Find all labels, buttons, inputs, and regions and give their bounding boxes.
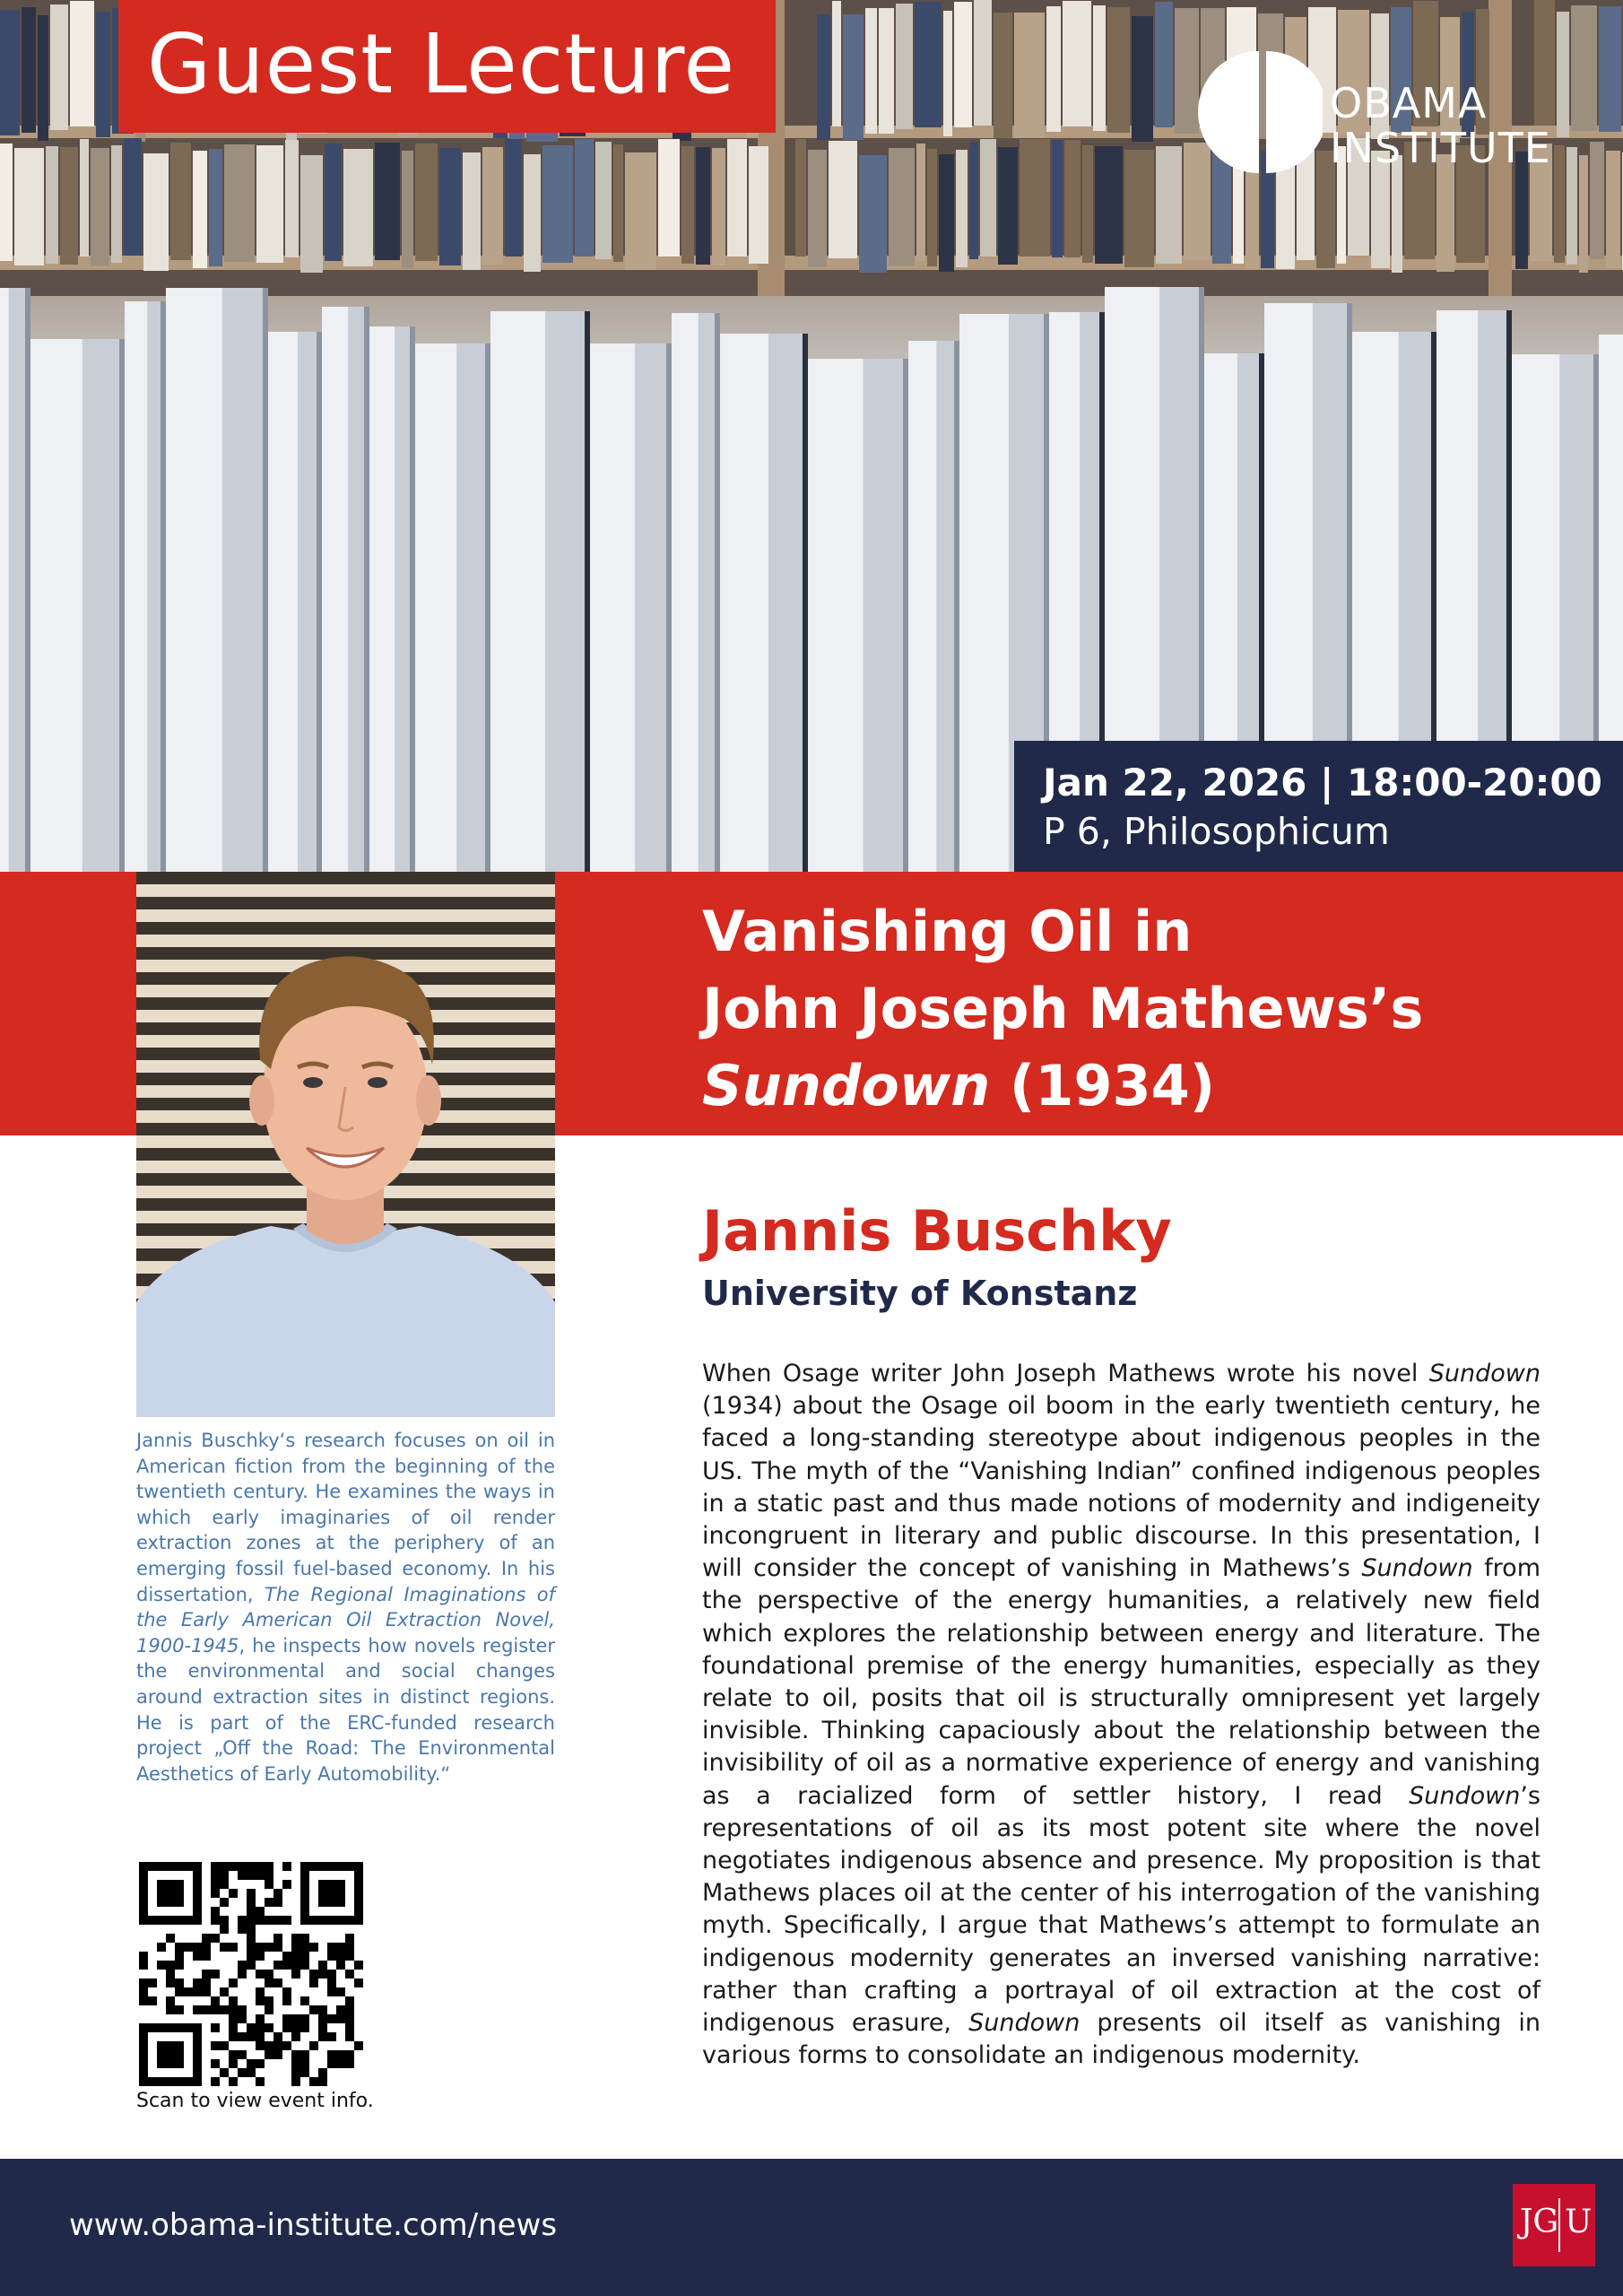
speaker-name: Jannis Buschky [702,1198,1172,1264]
qr-code-icon[interactable] [139,1862,363,2086]
bio-dissertation-title: The Regional Imaginations of the Early American Oil Extraction Novel, 1900-1945 [136,1583,556,1657]
logo-line-2: INSTITUTE [1330,124,1551,172]
guest-lecture-badge [118,0,776,133]
guest-lecture-label: Guest Lecture [147,16,736,112]
lecture-title [702,893,1423,1125]
lecture-abstract [702,1358,1541,2072]
jgu-logo [1513,2184,1595,2266]
speaker-portrait [136,872,555,1417]
event-info-box [1014,741,1623,872]
abstract-part-3: from the perspective of the energy humanities, a relatively new field which explores the relationship between energy and literature. The foundational premise of the energy humanities, especially as they relate to oil, posits that oil is structurally omnipresent yet largely invisible. Thinking capaciously about the relationship between the invisibility of oil as a normative experience of energy and vanishing as a racialized form of settler history, I read [702,1554,1541,1810]
qr-caption: Scan to view event info. [136,2090,374,2112]
abstract-novel-1: Sundown [1428,1360,1541,1387]
lecture-title-line-1: Vanishing Oil in [702,899,1193,964]
jgu-logo-right: U [1565,2204,1593,2240]
footer-url-link[interactable]: www.obama-institute.com/news [69,2207,558,2243]
half-circle-logo-icon [1195,48,1323,176]
event-datetime: Jan 22, 2026 | 18:00-20:00 [1043,761,1602,804]
bio-text-2: , he inspects how novels register the environmental and social changes around extraction sites in distinct regions. He is part of the ERC-funded research project „Off the Road: The Environmental Aesthetics of Early Automobility.“ [136,1634,555,1785]
abstract-part-5: presents oil itself as vanishing in various forms to consolidate an indigenous modernity. [702,2009,1541,2070]
event-venue: P 6, Philosophicum [1043,810,1390,853]
abstract-novel-4: Sundown [968,2009,1081,2038]
abstract-novel-3: Sundown [1409,1781,1521,1810]
speaker-bio [136,1428,555,1787]
abstract-novel-2: Sundown [1361,1554,1473,1583]
novel-year: (1934) [990,1053,1216,1118]
abstract-part-1: When Osage writer John Joseph Mathews wrote his novel [702,1360,1429,1387]
lecture-title-line-2: John Joseph Mathews’s [702,976,1424,1041]
speaker-affiliation: University of Konstanz [702,1274,1138,1313]
jgu-logo-divider [1558,2198,1560,2252]
abstract-part-4: ’s representations of oil as its most potent site where the novel negotiates indigenous absence and presence. My proposition is that Mathews places oil at the center of his interrogation of the vanishing myth. Specifically, I argue that Mathews’s attempt to formulate an indigenous modernity generates an inversed vanishing narrative: rather than crafting a portrayal of oil extraction at the cost of indigenous erasure, [702,1781,1541,2038]
obama-institute-logo [1195,48,1554,178]
abstract-part-2: (1934) about the Osage oil boom in the early twentieth century, he faced a long-standing stereotype about indigenous peoples in the US. The myth of the “Vanishing Indian” confined indigenous peoples in a static past and thus made notions of modernity and indigeneity incongruent in literary and public discourse. In this presentation, I will consider the concept of vanishing in Mathews’s [702,1392,1541,1583]
lecture-title-line-3 [702,1048,1423,1125]
jgu-logo-left: JG [1520,2204,1559,2240]
bio-text-1: Jannis Buschky‘s research focuses on oil in American fiction from the beginning of the twentieth century. He examines the ways in which early imaginaries of oil render extraction zones at the periphery of an emerging fossil fuel-based economy. In his dissertation, [136,1430,555,1605]
logo-line-1: OBAMA [1330,79,1488,127]
footer [0,2159,1623,2296]
speaker-portrait-icon [136,872,555,1417]
novel-title: Sundown [702,1053,991,1118]
logo-wordmark [1330,81,1551,170]
